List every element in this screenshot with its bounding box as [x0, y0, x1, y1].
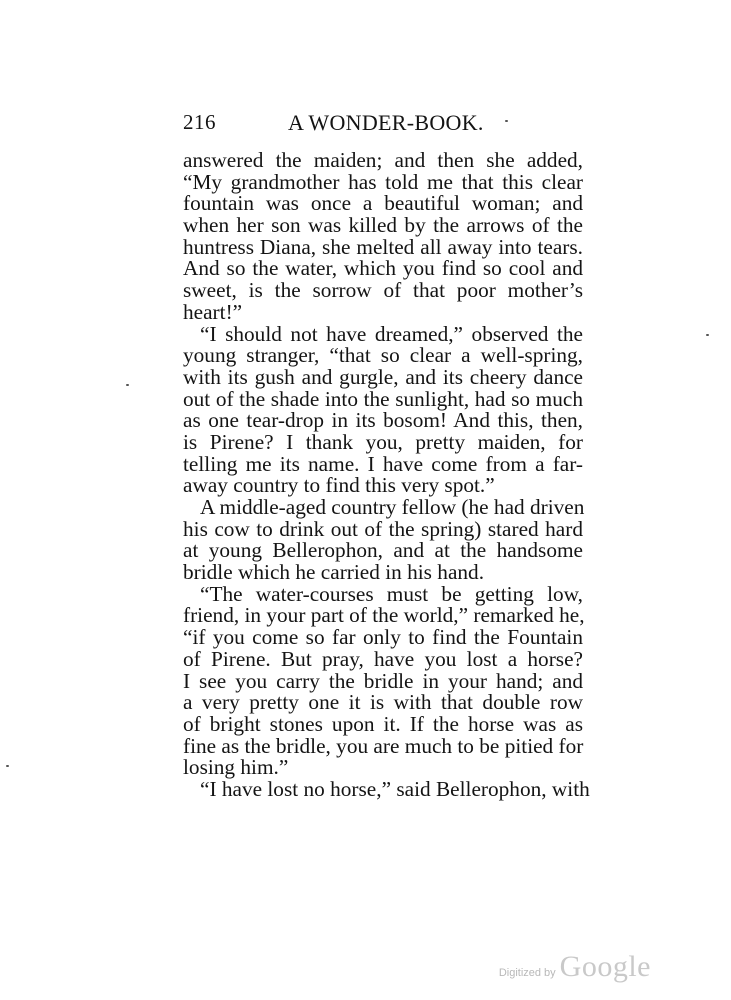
- body-text: [183, 148, 590, 801]
- scan-speck: [126, 384, 129, 386]
- text-line: “My grandmother has told me that this clear: [183, 169, 583, 194]
- text-line: bridle which he carried in his hand.: [183, 560, 485, 585]
- page-number: 216: [183, 110, 216, 134]
- digitized-watermark: [499, 950, 651, 986]
- text-line: losing him.”: [183, 755, 289, 780]
- text-line: out of the shade into the sunlight, had so much: [183, 386, 583, 411]
- text-line: And so the water, which you find so cool and: [183, 256, 583, 281]
- text-line: as one tear-drop in its bosom! And this, then,: [183, 408, 583, 433]
- text-line: “if you come so far only to find the Fountain: [183, 625, 583, 650]
- scan-speck: [706, 334, 709, 336]
- watermark-prefix: Digitized by: [498, 967, 556, 979]
- text-line: his cow to drink out of the spring) stared hard: [183, 516, 583, 541]
- text-line: I see you carry the bridle in your hand; and: [183, 668, 583, 693]
- text-line: friend, in your part of the world,” remarked he,: [183, 603, 585, 628]
- text-line: of bright stones upon it. If the horse was as: [183, 711, 583, 736]
- text-line: “I should not have dreamed,” observed the: [200, 321, 583, 346]
- text-line: answered the maiden; and then she added,: [183, 148, 583, 172]
- text-line: a very pretty one it is with that double row: [183, 690, 583, 715]
- text-line: young stranger, “that so clear a well-spring,: [183, 343, 583, 368]
- text-line: huntress Diana, she melted all away into tears.: [183, 234, 583, 259]
- page-header: [183, 110, 583, 140]
- text-line: away country to find this very spot.”: [183, 473, 495, 498]
- text-line: with its gush and gurgle, and its cheery dance: [183, 364, 583, 389]
- text-line: at young Bellerophon, and at the handsome: [183, 538, 583, 563]
- text-line: “I have lost no horse,” said Bellerophon, with: [200, 776, 590, 801]
- text-line: is Pirene? I thank you, pretty maiden, for: [183, 429, 583, 454]
- text-line: fountain was once a beautiful woman; and: [183, 191, 583, 216]
- running-title: A WONDER-BOOK.: [288, 110, 484, 135]
- scan-speck: [6, 765, 9, 767]
- text-line: telling me its name. I have come from a far-: [183, 451, 583, 476]
- text-line: sweet, is the sorrow of that poor mother’s: [183, 278, 583, 303]
- scan-speck: [505, 120, 508, 122]
- text-line: heart!”: [183, 299, 243, 324]
- text-line: of Pirene. But pray, have you lost a horse?: [183, 646, 583, 671]
- text-line: “The water-courses must be getting low,: [200, 581, 583, 606]
- google-logo: Google: [559, 950, 651, 983]
- text-line: fine as the bridle, you are much to be pitied for: [183, 733, 584, 758]
- text-line: when her son was killed by the arrows of the: [183, 213, 583, 238]
- text-line: A middle-aged country fellow (he had driven: [200, 495, 585, 519]
